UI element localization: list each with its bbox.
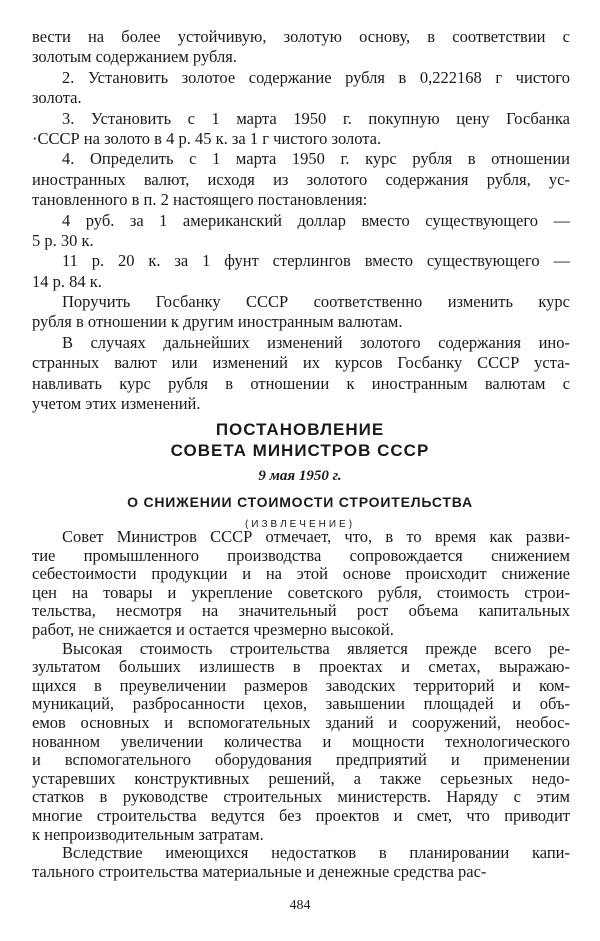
text-line: устаревших конструктивных решений, а также серьезных недо-	[32, 768, 570, 788]
page-number: 484	[289, 898, 311, 913]
text-line: Вследствие имеющихся недостатков в планировании капи-	[62, 843, 570, 863]
paragraph	[32, 68, 570, 109]
paragraph	[32, 333, 570, 415]
paragraph	[32, 211, 570, 252]
excerpt-note: (ИЗВЛЕЧЕНИЕ)	[244, 519, 356, 530]
top-text-block	[32, 27, 570, 414]
text-line: Совет Министров СССР отмечает, что, в то время как разви-	[62, 527, 570, 546]
body-text-block	[32, 528, 570, 881]
paragraph	[32, 292, 570, 333]
text-line: и вспомогательного оборудования предприятий и применении	[32, 750, 570, 770]
paragraph	[32, 149, 570, 210]
text-line: тановленного в п. 2 настоящего постановления:	[32, 190, 368, 210]
paragraph	[32, 640, 570, 845]
text-line: к непроизводительным затратам.	[32, 824, 264, 844]
text-line: Поручить Госбанку СССР соответственно изменить курс	[62, 292, 570, 312]
text-line: 11 р. 20 к. за 1 фунт стерлингов вместо существующего —	[62, 251, 570, 271]
text-line: тального строительства материальные и денежные средства рас-	[32, 861, 487, 881]
text-line: 5 р. 30 к.	[32, 230, 94, 250]
text-line: золота.	[32, 88, 82, 108]
decree-date: 9 мая 1950 г.	[258, 468, 342, 484]
paragraph	[32, 109, 570, 150]
text-line: цен на товары и укрепление советского рубля, стоимость строи-	[32, 582, 570, 602]
paragraph	[32, 27, 570, 68]
text-line: статков в руководстве строительных министерств. Наряду с этим	[32, 787, 570, 807]
text-line: В случаях дальнейших изменений золотого содержания ино-	[62, 332, 570, 352]
text-line: тие промышленного производства сопровождается снижением	[32, 545, 570, 565]
text-line: емов основных и вспомогательных зданий и сооружений, необос-	[32, 712, 570, 732]
text-line: ·СССР на золото в 4 р. 45 к. за 1 г чистого золота.	[32, 128, 382, 148]
paragraph	[32, 251, 570, 292]
text-line: щихся в преувеличении размеров заводских территорий и ком-	[32, 675, 570, 695]
paragraph	[32, 844, 570, 881]
text-line: вести на более устойчивую, золотую основу, в соответствии с	[32, 27, 570, 46]
text-line: 3. Установить с 1 марта 1950 г. покупную цену Госбанка	[62, 108, 570, 128]
decree-title-line2: СОВЕТА МИНИСТРОВ СССР	[170, 441, 430, 460]
decree-title-line1: ПОСТАНОВЛЕНИЕ	[215, 420, 385, 439]
text-line: Высокая стоимость строительства является прежде всего ре-	[62, 638, 570, 658]
decree-subject: О СНИЖЕНИИ СТОИМОСТИ СТРОИТЕЛЬСТВА	[127, 494, 473, 510]
text-line: нованном увеличении количества и мощности технологического	[32, 731, 570, 751]
text-line: работ, не снижается и остается чрезмерно высокой.	[32, 619, 394, 639]
text-line: муникаций, разбросанности цехов, завышении площадей и объ-	[32, 694, 570, 714]
text-line: золотым содержанием рубля.	[32, 47, 237, 67]
paragraph	[32, 528, 570, 640]
text-line: учетом этих изменений.	[32, 394, 201, 414]
text-line: 2. Установить золотое содержание рубля в 0,222168 г чистого	[62, 67, 570, 87]
text-line: тельства, несмотря на значительный рост объема капитальных	[32, 601, 570, 621]
text-line: странных валют или изменений их курсов Госбанку СССР уста-	[32, 353, 570, 373]
text-line: иностранных валют, исходя из золотого содержания рубля, ус-	[32, 169, 570, 189]
text-line: многие строительства ведутся без проектов и смет, что приводит	[32, 805, 570, 825]
text-line: 14 р. 84 к.	[32, 271, 102, 291]
text-line: рубля в отношении к другим иностранным валютам.	[32, 312, 403, 332]
text-line: навливать курс рубля в отношении к иностранным валютам с	[32, 373, 570, 393]
text-line: зультатом больших излишеств в проектах и сметах, выражаю-	[32, 657, 570, 677]
text-line: 4. Определить с 1 марта 1950 г. курс рубля в отношении	[62, 149, 570, 169]
text-line: себестоимости продукции и на этой основе происходит снижение	[32, 564, 570, 584]
text-line: 4 руб. за 1 американский доллар вместо существующего —	[62, 210, 570, 230]
